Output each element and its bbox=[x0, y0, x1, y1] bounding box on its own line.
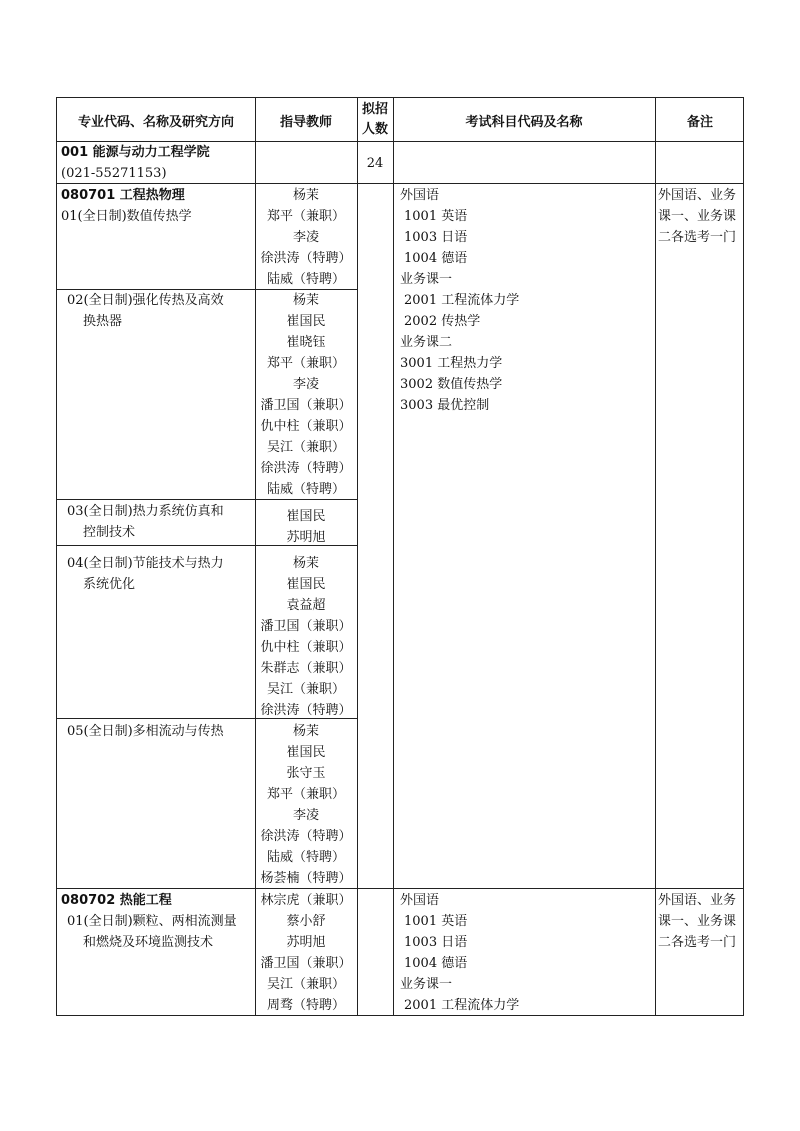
advisor-name: 仇中柱（兼职） bbox=[260, 640, 352, 655]
advisor-name: 崔国民 bbox=[286, 314, 326, 329]
column-divider bbox=[357, 98, 358, 1015]
advisor-name: 陆威（特聘） bbox=[266, 482, 345, 497]
exam-subject: 2002 传热学 bbox=[404, 314, 481, 329]
advisor-name: 郑平（兼职） bbox=[266, 356, 345, 371]
advisor-name: 徐洪涛（特聘） bbox=[260, 703, 352, 718]
school-quota: 24 bbox=[366, 156, 384, 171]
exam-subject: 1001 英语 bbox=[404, 914, 468, 929]
advisor-name: 郑平（兼职） bbox=[266, 787, 345, 802]
direction-label: 和燃烧及环境监测技术 bbox=[83, 935, 214, 950]
advisor-name: 周骛（特聘） bbox=[266, 998, 345, 1013]
direction-label: 01(全日制)数值传热学 bbox=[61, 209, 192, 224]
advisor-name: 苏明旭 bbox=[286, 530, 326, 545]
advisor-name: 杨茉 bbox=[292, 556, 319, 571]
direction-label: 04(全日制)节能技术与热力 bbox=[67, 556, 224, 571]
exam-subject: 1004 德语 bbox=[404, 956, 468, 971]
advisor-name: 徐洪涛（特聘） bbox=[260, 461, 352, 476]
advisor-name: 潘卫国（兼职） bbox=[260, 619, 352, 634]
exam-subject: 业务课一 bbox=[400, 977, 453, 992]
header-major: 专业代码、名称及研究方向 bbox=[77, 115, 234, 130]
advisor-name: 蔡小舒 bbox=[286, 914, 326, 929]
enrollment-table bbox=[56, 97, 744, 1016]
advisor-name: 林宗虎（兼职） bbox=[260, 893, 352, 908]
advisor-name: 潘卫国（兼职） bbox=[260, 398, 352, 413]
header-exam: 考试科目代码及名称 bbox=[465, 115, 583, 130]
advisor-name: 朱群志（兼职） bbox=[260, 661, 352, 676]
advisor-name: 李凌 bbox=[292, 808, 319, 823]
exam-subject: 1003 日语 bbox=[404, 935, 468, 950]
advisor-name: 崔国民 bbox=[286, 509, 326, 524]
note-text: 外国语、业务 bbox=[658, 188, 737, 203]
direction-label: 01(全日制)颗粒、两相流测量 bbox=[67, 914, 237, 929]
exam-subject: 3003 最优控制 bbox=[400, 398, 490, 413]
exam-subject: 1001 英语 bbox=[404, 209, 468, 224]
advisor-name: 吴江（兼职） bbox=[266, 977, 345, 992]
header-advisor: 指导教师 bbox=[279, 115, 332, 130]
advisor-name: 郑平（兼职） bbox=[266, 209, 345, 224]
direction-label: 02(全日制)强化传热及高效 bbox=[67, 293, 224, 308]
note-text: 二各选考一门 bbox=[658, 230, 737, 245]
header-note: 备注 bbox=[686, 115, 713, 130]
note-text: 课一、业务课 bbox=[658, 914, 737, 929]
direction-label: 系统优化 bbox=[83, 577, 136, 592]
advisor-name: 仇中柱（兼职） bbox=[260, 419, 352, 434]
exam-subject: 3002 数值传热学 bbox=[400, 377, 503, 392]
advisor-name: 杨茉 bbox=[292, 188, 319, 203]
advisor-name: 崔国民 bbox=[286, 577, 326, 592]
advisor-name: 陆威（特聘） bbox=[266, 850, 345, 865]
exam-subject: 3001 工程热力学 bbox=[400, 356, 503, 371]
exam-subject: 1003 日语 bbox=[404, 230, 468, 245]
exam-subject: 2001 工程流体力学 bbox=[404, 998, 520, 1013]
column-divider bbox=[393, 98, 394, 1015]
advisor-name: 徐洪涛（特聘） bbox=[260, 829, 352, 844]
exam-subject: 业务课二 bbox=[400, 335, 453, 350]
advisor-name: 杨荟楠（特聘） bbox=[260, 871, 352, 886]
advisor-name: 袁益超 bbox=[286, 598, 326, 613]
advisor-name: 杨茉 bbox=[292, 724, 319, 739]
major-code-name: 080702 热能工程 bbox=[61, 893, 172, 908]
note-text: 外国语、业务 bbox=[658, 893, 737, 908]
major-code-name: 080701 工程热物理 bbox=[61, 188, 185, 203]
note-text: 课一、业务课 bbox=[658, 209, 737, 224]
exam-subject: 外国语 bbox=[400, 893, 440, 908]
advisor-name: 潘卫国（兼职） bbox=[260, 956, 352, 971]
advisor-name: 崔国民 bbox=[286, 745, 326, 760]
direction-label: 换热器 bbox=[83, 314, 123, 329]
exam-subject: 业务课一 bbox=[400, 272, 453, 287]
advisor-name: 吴江（兼职） bbox=[266, 440, 345, 455]
advisor-name: 苏明旭 bbox=[286, 935, 326, 950]
note-text: 二各选考一门 bbox=[658, 935, 737, 950]
exam-subject: 2001 工程流体力学 bbox=[404, 293, 520, 308]
direction-label: 03(全日制)热力系统仿真和 bbox=[67, 504, 224, 519]
advisor-name: 张守玉 bbox=[286, 766, 326, 781]
advisor-name: 吴江（兼职） bbox=[266, 682, 345, 697]
direction-label: 控制技术 bbox=[83, 525, 136, 540]
header-quota: 拟招人数 bbox=[361, 102, 388, 137]
exam-subject: 外国语 bbox=[400, 188, 440, 203]
advisor-name: 杨茉 bbox=[292, 293, 319, 308]
advisor-name: 崔晓钰 bbox=[286, 335, 326, 350]
direction-label: 05(全日制)多相流动与传热 bbox=[67, 724, 224, 739]
advisor-name: 徐洪涛（特聘） bbox=[260, 251, 352, 266]
advisor-name: 陆威（特聘） bbox=[266, 272, 345, 287]
school-phone: (021-55271153) bbox=[61, 166, 167, 181]
exam-subject: 1004 德语 bbox=[404, 251, 468, 266]
school-name: 001 能源与动力工程学院 bbox=[61, 145, 210, 160]
advisor-name: 李凌 bbox=[292, 230, 319, 245]
row-divider bbox=[57, 888, 743, 889]
advisor-name: 李凌 bbox=[292, 377, 319, 392]
column-divider bbox=[655, 98, 656, 1015]
